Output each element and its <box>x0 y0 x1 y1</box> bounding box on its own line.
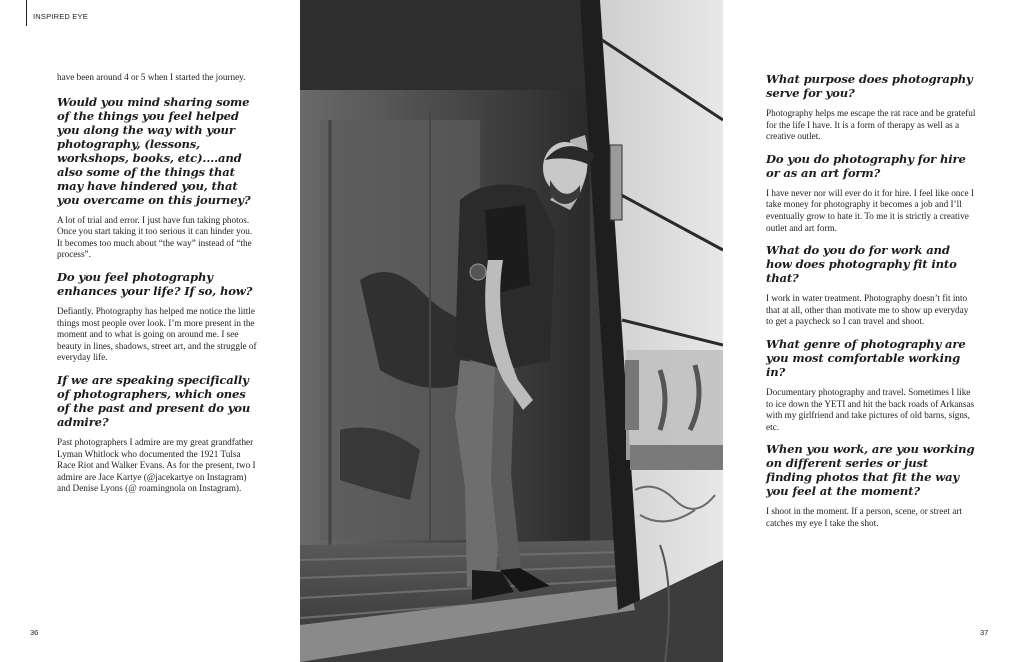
answer-paragraph: Photography helps me escape the rat race and be grateful for the life I have. It is a form of therapy as well as a creative outlet. <box>766 108 976 142</box>
question-heading: What genre of photography are you most comfortable working in? <box>766 336 966 379</box>
answer-paragraph: I work in water treatment. Photography doesn’t fit into that at all, other than motivate me to show up everyday to get a paycheck so I can travel and shoot. <box>766 293 969 327</box>
answer-paragraph: I shoot in the moment. If a person, scene, or street art catches my eye I take the shot. <box>766 506 962 528</box>
page-number-left: 36 <box>30 628 39 637</box>
question-heading: Would you mind sharing some of the things you feel helped you along the way with your photography, (lessons, workshops, books, etc)....and also some of the things that may have hindered you, that you overcame on this journey? <box>57 94 251 207</box>
answer-paragraph: Documentary photography and travel. Sometimes I like to ice down the YETI and hit the back roads of Arkansas with my girlfriend and take pictures of old barns, signs, etc. <box>766 386 975 432</box>
question-heading: If we are speaking specifically of photographers, which ones of the past and present do you admire? <box>57 372 251 429</box>
answer-paragraph: Defiantly. Photography has helped me notice the little things most people over look. I’m more present in the moment and to what is going on around me. I see beauty in lines, shadows, street art, and the struggle of everyday life. <box>57 305 257 363</box>
question-heading: When you work, are you working on different series or just finding photos that fit the way you feel at the moment? <box>766 442 975 499</box>
answer-paragraph: Past photographers I admire are my great grandfather Lyman Whitlock who documented the 1921 Tulsa Race Riot and Walker Evans. As for the present, two I admire are Jace Kartye (@jacekartye on Instagram) and Denise Lyons (@ roamingnola on Instagram). <box>57 436 256 494</box>
question-heading: Do you feel photography enhances your life? If so, how? <box>57 269 253 298</box>
header-rule <box>26 0 27 26</box>
question-heading: What purpose does photography serve for you? <box>766 72 973 100</box>
page-number-right: 37 <box>980 628 989 637</box>
intro-paragraph: have been around 4 or 5 when I started the journey. <box>57 72 246 82</box>
question-heading: Do you do photography for hire or as an art form? <box>766 151 966 180</box>
answer-paragraph: A lot of trial and error. I just have fun taking photos. Once you start taking it too serious it can hinder you. It becomes too much about “the way” instead of “the process”. <box>57 214 253 260</box>
right-page-column <box>766 72 976 539</box>
answer-paragraph: I have never nor will ever do it for hire. I feel like once I take money for photography it becomes a job and I’ll eventually grow to hate it. To me it is strictly a creative outlet and art form. <box>766 187 974 233</box>
magazine-header: INSPIRED EYE <box>33 12 88 21</box>
photograph-man-in-boxcar <box>300 0 723 662</box>
left-page-column <box>57 72 260 504</box>
question-heading: What do you do for work and how does photography fit into that? <box>766 243 957 286</box>
